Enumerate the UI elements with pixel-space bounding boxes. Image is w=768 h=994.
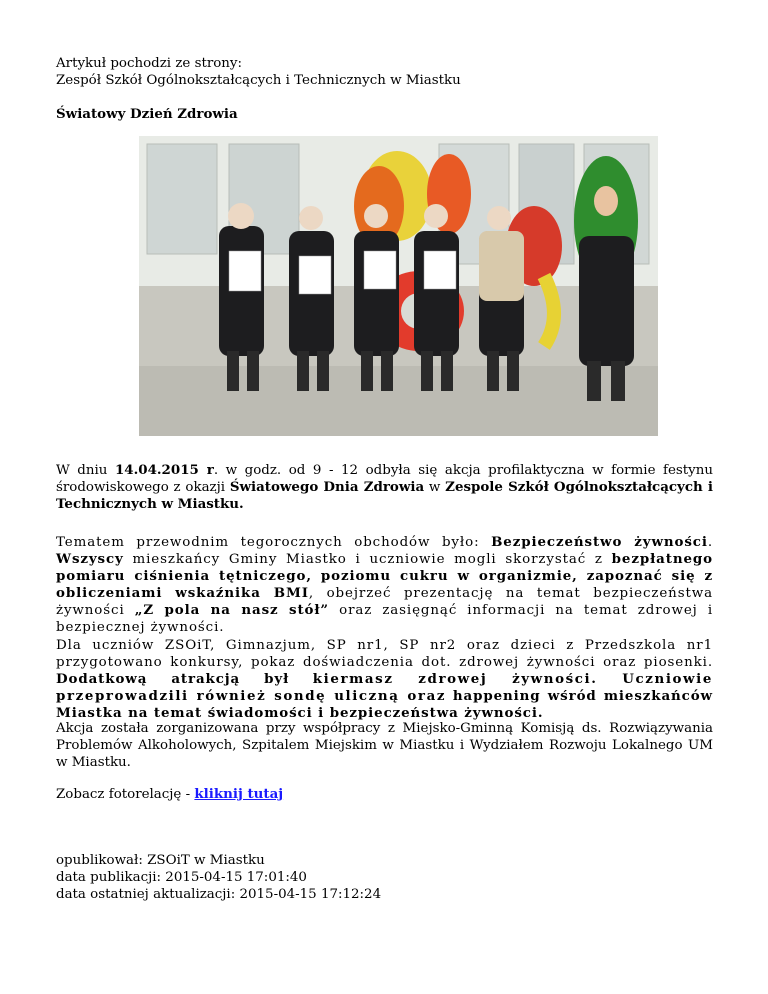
presentation-title: „Z pola na nasz stół”: [134, 602, 330, 618]
paragraph-partners: [56, 720, 713, 771]
p1-text-1: W dniu: [56, 463, 115, 478]
author: opublikował: ZSOiT w Miastku: [56, 853, 265, 868]
p2-bold-everyone: Wszyscy: [56, 551, 124, 567]
paragraph-theme: [56, 534, 713, 636]
event-name: Światowego Dnia Zdrowia: [229, 479, 425, 495]
p4-text: Akcja została zorganizowana przy współpracy z Miejsko-Gminną Komisją ds. Rozwiązywania Problemów Alkoholowych, Szpitalem Miejskim w Miastku i Wydziałem Rozwoju Lokalnego UM w Miastku.: [56, 721, 713, 770]
p1-text-3: w: [424, 480, 446, 495]
update-date: data ostatniej aktualizacji: 2015-04-15 17:12:24: [56, 887, 382, 902]
gallery-link[interactable]: kliknij tutaj: [194, 786, 284, 802]
p2-text-3: mieszkańcy Gminy Miastko i uczniowie mogli skorzystać z: [123, 552, 612, 567]
p3-bold-1: Dodatkową atrakcją był: [56, 671, 290, 687]
p1-text-2: . w godz. od 9 - 12 odbyła się akcja profilaktyczna w formie festynu środowiskowego z okazji: [56, 463, 713, 495]
p2-text-5: oraz zasięgnąć informacji na temat zdrowej i bezpiecznej żywności.: [56, 603, 714, 635]
p2-text-4: , obejrzeć prezentację na temat bezpieczeństwa żywności: [56, 586, 714, 618]
publication-info: [56, 852, 381, 903]
school-name: Zespole Szkół Ogólnokształcących i Technicznych w Miastku.: [56, 479, 713, 512]
p3-bold-2: kiermasz zdrowej żywności. Uczniowie przeprowadzili również sondę uliczną oraz: [56, 671, 713, 704]
p3-text-1: Dla uczniów ZSOiT, Gimnazjum, SP nr1, SP nr2 oraz dzieci z Przedszkola nr1 przygotowano konkursy, pokaz doświadczenia dot. zdrowej żywności oraz piosenki.: [56, 638, 713, 670]
p2-text-2: .: [707, 535, 713, 550]
paragraph-students: [56, 637, 713, 722]
paragraph-gallery: [56, 786, 713, 803]
p2-bold-measurements: bezpłatnego pomiaru ciśnienia tętniczego, poziomu cukru w organizmie, zapoznać się z obliczeniami wskaźnika BMI: [56, 551, 713, 601]
source-school: Zespół Szkół Ogólnokształcących i Technicznych w Miastku: [56, 73, 461, 88]
theme-name: Bezpieczeństwo żywności: [491, 534, 708, 550]
event-date: 14.04.2015 r: [114, 462, 214, 478]
event-photo: [139, 136, 658, 436]
source-label: Artykuł pochodzi ze strony:: [56, 56, 242, 71]
article-title: Światowy Dzień Zdrowia: [56, 106, 238, 122]
p3-bold-3: happening wśród mieszkańców Miastka na temat świadomości i bezpieczeństwa żywności.: [56, 688, 713, 721]
p2-text-1: Tematem przewodnim tegorocznych obchodów było:: [56, 535, 492, 550]
paragraph-event: [56, 462, 713, 513]
p5-text: Zobacz fotorelację -: [56, 787, 195, 802]
publish-date: data publikacji: 2015-04-15 17:01:40: [56, 870, 307, 885]
source-info: [56, 55, 461, 89]
